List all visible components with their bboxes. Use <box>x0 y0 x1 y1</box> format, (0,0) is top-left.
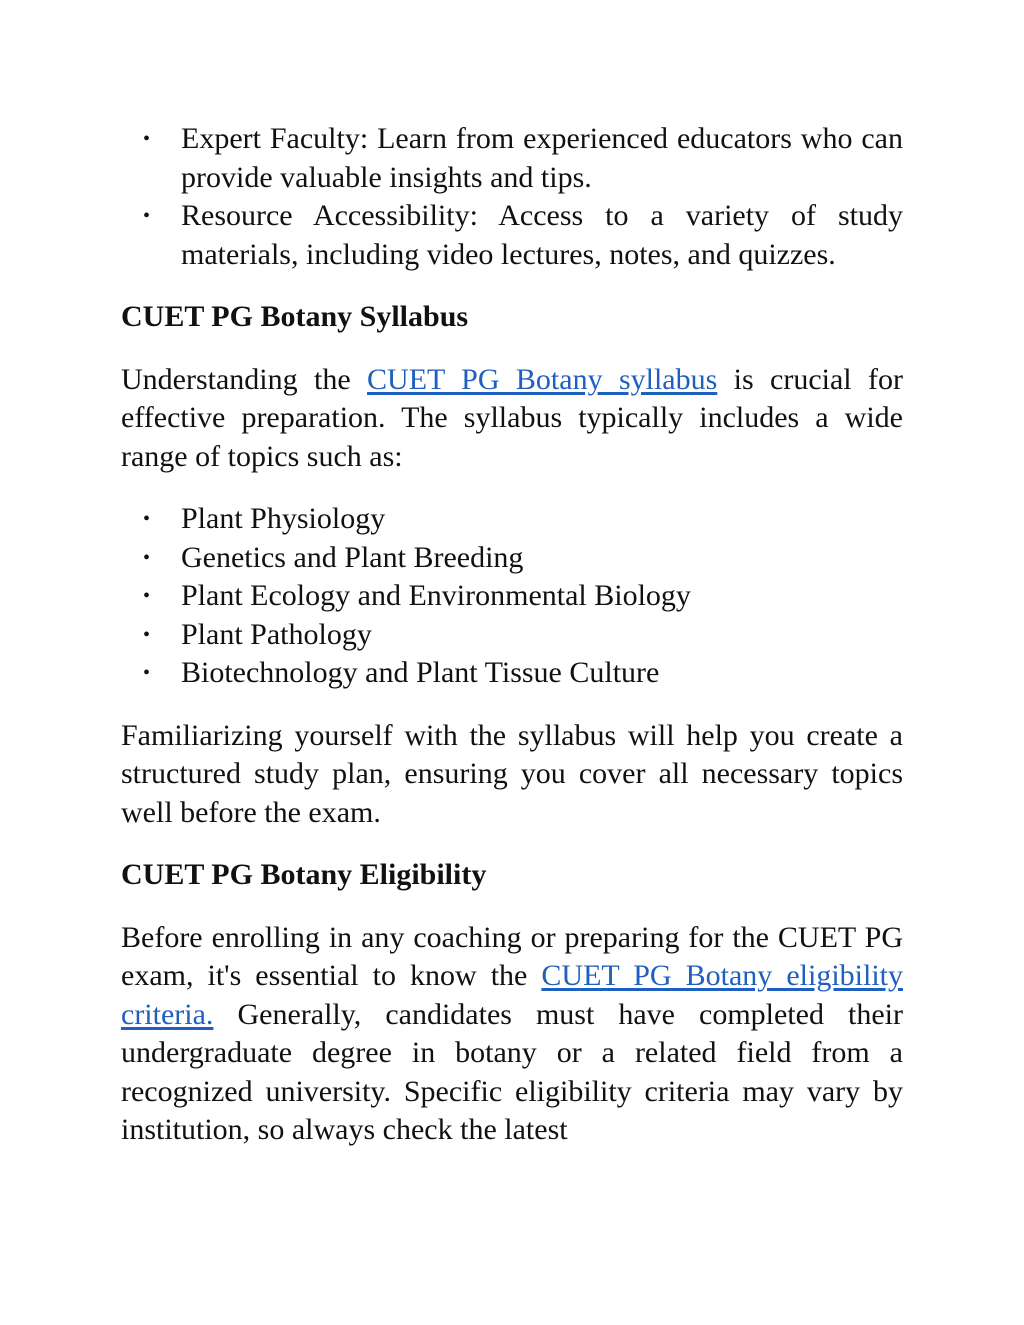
eligibility-text-after: Generally, candidates must have completed their undergraduate degree in botany or a related field from a recognized university. Specific eligibility criteria may vary by institution, so always check the latest <box>121 997 903 1146</box>
topic-text: Plant Ecology and Environmental Biology <box>181 579 691 612</box>
syllabus-intro-text-after: is crucial for effective preparation. The syllabus typically includes a wide range of topics such as: <box>121 362 903 473</box>
syllabus-link[interactable]: CUET PG Botany syllabus <box>367 362 718 396</box>
list-item <box>121 616 903 655</box>
bullet-icon: • <box>143 508 151 530</box>
topic-text: Plant Pathology <box>181 617 372 651</box>
topic-text: Genetics and Plant Breeding <box>181 540 524 574</box>
topic-text: Biotechnology and Plant Tissue Culture <box>181 656 660 689</box>
list-item <box>121 654 903 693</box>
syllabus-closing-paragraph: Familiarizing yourself with the syllabus will help you create a structured study plan, ensuring you cover all necessary topics well before the exam. <box>121 718 903 829</box>
list-item-text: Resource Accessibility: Access to a variety of study materials, including video lectures, notes, and quizzes. <box>181 199 903 271</box>
document-page <box>121 120 903 1150</box>
syllabus-intro-paragraph <box>121 361 903 477</box>
eligibility-heading: CUET PG Botany Eligibility <box>121 858 487 891</box>
eligibility-paragraph <box>121 919 903 1150</box>
eligibility-link[interactable]: CUET PG Botany eligibility criteria. <box>121 959 904 1031</box>
list-item <box>121 577 903 616</box>
topic-text: Plant Physiology <box>181 502 386 535</box>
bullet-icon: • <box>143 128 151 150</box>
bullet-icon: • <box>143 662 151 684</box>
list-item <box>121 120 903 197</box>
bullet-icon: • <box>143 623 151 646</box>
list-item <box>121 197 903 274</box>
bullet-icon: • <box>143 546 151 569</box>
list-item <box>121 539 903 578</box>
syllabus-topics-list <box>121 500 903 693</box>
list-item-text: Expert Faculty: Learn from experienced educators who can provide valuable insights and tips. <box>181 122 903 194</box>
syllabus-intro-text: Understanding the <box>121 362 368 396</box>
syllabus-heading: CUET PG Botany Syllabus <box>121 300 469 333</box>
features-list <box>121 120 903 274</box>
list-item <box>121 500 903 539</box>
bullet-icon: • <box>143 585 151 607</box>
bullet-icon: • <box>143 205 151 227</box>
eligibility-text: Before enrolling in any coaching or preparing for the CUET PG exam, it's essential to know the <box>121 920 903 992</box>
